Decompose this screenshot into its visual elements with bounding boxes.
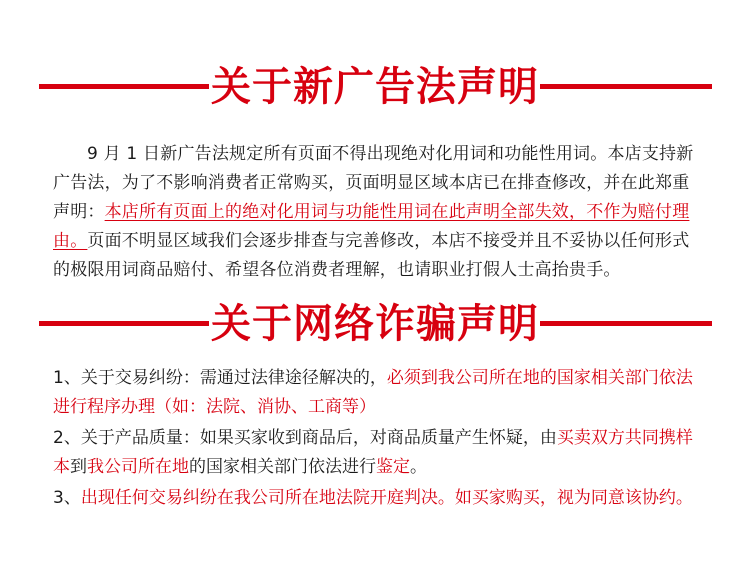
quality-mid-text-2: 的国家相关部门依法进行 bbox=[189, 457, 376, 477]
quality-red-text-3: 鉴定 bbox=[376, 457, 410, 477]
dispute-prefix-text: 1、关于交易纠纷：需通过法律途径解决的， bbox=[53, 368, 387, 388]
quality-end-text: 。 bbox=[410, 457, 427, 477]
fraud-statement-list bbox=[53, 364, 703, 513]
list-item-quality bbox=[53, 424, 703, 482]
list-item-dispute bbox=[53, 364, 703, 422]
list-item-court bbox=[53, 484, 703, 513]
section-title-ad-law: 关于新广告法声明 bbox=[211, 64, 539, 110]
ad-law-disclaimer-highlight: 本店所有页面上的绝对化用词与功能性用词在此声明全部失效，不作为赔付理由。 bbox=[53, 202, 690, 251]
ad-law-statement-paragraph bbox=[53, 140, 703, 285]
header-rule-right bbox=[540, 321, 712, 326]
quality-red-text-1: 买卖双方共同携样本 bbox=[53, 428, 693, 477]
header-rule-right bbox=[540, 84, 712, 89]
ad-law-intro-text: 9 月 1 日新广告法规定所有页面不得出现绝对化用词和功能性用词。本店支持新广告法，为了不影响消费者正常购买，页面明显区域本店已在排查修改，并在此郑重声明： bbox=[53, 144, 694, 222]
section-title-fraud: 关于网络诈骗声明 bbox=[211, 301, 539, 347]
quality-red-text-2: 我公司所在地 bbox=[87, 457, 189, 477]
quality-prefix-text: 2、关于产品质量：如果买家收到商品后，对商品质量产生怀疑，由 bbox=[53, 428, 557, 448]
court-red-text: 出现任何交易纠纷在我公司所在地法院开庭判决。如买家购买，视为同意该协约。 bbox=[80, 488, 693, 508]
section-header-fraud bbox=[0, 296, 750, 352]
court-prefix-text: 3、 bbox=[53, 488, 81, 508]
section-header-ad-law bbox=[0, 59, 750, 115]
quality-mid-text-1: 到 bbox=[70, 457, 87, 477]
dispute-red-text: 必须到我公司所在地的国家相关部门依法进行程序办理（如：法院、消协、工商等） bbox=[53, 368, 693, 417]
ad-law-closing-text: 页面不明显区域我们会逐步排查与完善修改，本店不接受并且不妥协以任何形式的极限用词商品赔付、希望各位消费者理解，也请职业打假人士高抬贵手。 bbox=[53, 231, 690, 280]
